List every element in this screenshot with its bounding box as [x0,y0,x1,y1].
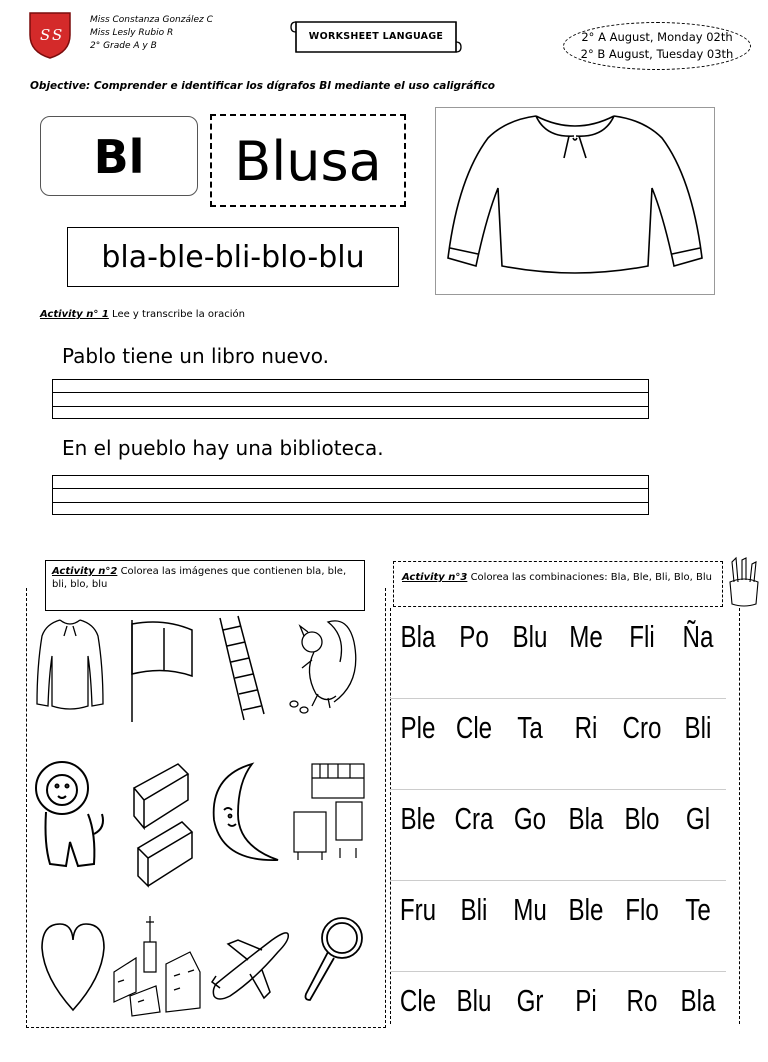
grid-cell[interactable]: Bla [568,801,604,836]
grid-cell[interactable]: Gl [685,801,711,836]
grid-cell[interactable]: Cle [455,710,493,745]
sentence-2: En el pueblo hay una biblioteca. [62,436,384,460]
grid-cell[interactable]: Bli [684,710,712,745]
town-icon[interactable] [110,912,206,1020]
flag-icon[interactable] [124,616,196,724]
grade-line: 2° Grade A y B [90,41,157,51]
worksheet-title-banner [290,18,462,56]
grid-cell[interactable]: Fli [629,619,655,654]
grid-cell[interactable]: Flo [625,892,659,927]
activity-2-label: Activity n°2 [52,566,118,577]
word-card: Blusa [210,114,406,207]
crayons-icon [724,556,764,608]
activity-1-header [40,309,245,320]
grid-cell[interactable]: Fru [399,892,437,927]
writing-lines-1[interactable] [52,379,649,419]
grid-row-1 [390,608,726,699]
syllables-card: bla-ble-bli-blo-blu [67,227,399,287]
grid-cell[interactable]: Blu [456,983,492,1018]
syllable-grid [390,608,726,1062]
grid-cell[interactable]: Cro [622,710,662,745]
airplane-icon[interactable] [208,914,292,1006]
blouse-icon[interactable] [34,616,106,712]
grid-cell[interactable]: Cle [399,983,437,1018]
grid-cell[interactable]: Bla [400,619,436,654]
moon-icon[interactable] [208,760,284,868]
activity-2-header [45,560,365,611]
activity-3-label: Activity n°3 [402,572,468,583]
grid-cell[interactable]: Po [459,619,489,654]
activity-3-instruction: Colorea las combinaciones: Bla, Ble, Bli, Blo, Blu [470,572,712,583]
grid-row-2 [390,699,726,790]
activity-2-instruction: Colorea las imágenes que contienen bla, ble, bli, blo, blu [52,566,347,590]
grid-row-4 [390,881,726,972]
teacher-line-1: Miss Constanza González C [90,15,213,25]
grid-cell[interactable]: Ri [574,710,598,745]
grid-cell[interactable]: Ro [626,983,658,1018]
writing-lines-2[interactable] [52,475,649,515]
svg-text:S: S [40,26,51,44]
activity-1-label: Activity n° 1 [40,309,109,320]
grid-cell[interactable]: Gr [516,983,544,1018]
magnifier-icon[interactable] [298,912,368,1004]
date-line-b: 2° B August, Tuesday 03th [580,47,734,61]
grid-cell[interactable]: Ple [400,710,436,745]
grid-cell[interactable]: Ble [400,801,436,836]
sentence-1: Pablo tiene un libro nuevo. [62,344,329,368]
grid-cell[interactable]: Cra [454,801,494,836]
lion-icon[interactable] [34,754,110,872]
grid-cell[interactable]: Blu [512,619,548,654]
grid-row-3 [390,790,726,881]
grid-cell[interactable]: Go [513,801,547,836]
digraph-card: Bl [40,116,198,196]
grid-cell[interactable]: Bla [680,983,716,1018]
teacher-line-2: Miss Lesly Rubio R [90,28,174,38]
library-icon[interactable] [290,758,368,862]
grid-cell[interactable]: Blo [624,801,660,836]
worksheet-title: WORKSHEET LANGUAGE [308,31,444,42]
grid-cell[interactable]: Pi [575,983,597,1018]
activity-3-header [393,561,723,607]
grid-cell[interactable]: Bli [460,892,488,927]
school-logo [27,10,73,60]
grid-row-5 [390,972,726,1062]
svg-text:S: S [52,26,63,44]
grid-cell[interactable]: Ña [682,619,714,654]
grid-cell[interactable]: Me [569,619,603,654]
date-oval [563,22,751,70]
grid-cell[interactable]: Ble [568,892,604,927]
activity-1-instruction: Lee y transcribe la oración [112,309,245,320]
heart-icon[interactable] [38,918,108,1014]
date-line-a: 2° A August, Monday 02th [581,30,733,44]
squirrel-icon[interactable] [284,612,362,716]
bricks-icon[interactable] [128,758,196,888]
objective-text: Objective: Comprender e identificar los dígrafos Bl mediante el uso caligráfico [30,80,496,92]
grid-cell[interactable]: Ta [517,710,543,745]
ladder-icon[interactable] [214,614,272,724]
blouse-illustration [435,107,715,295]
grid-cell[interactable]: Mu [513,892,547,927]
grid-cell[interactable]: Te [685,892,711,927]
